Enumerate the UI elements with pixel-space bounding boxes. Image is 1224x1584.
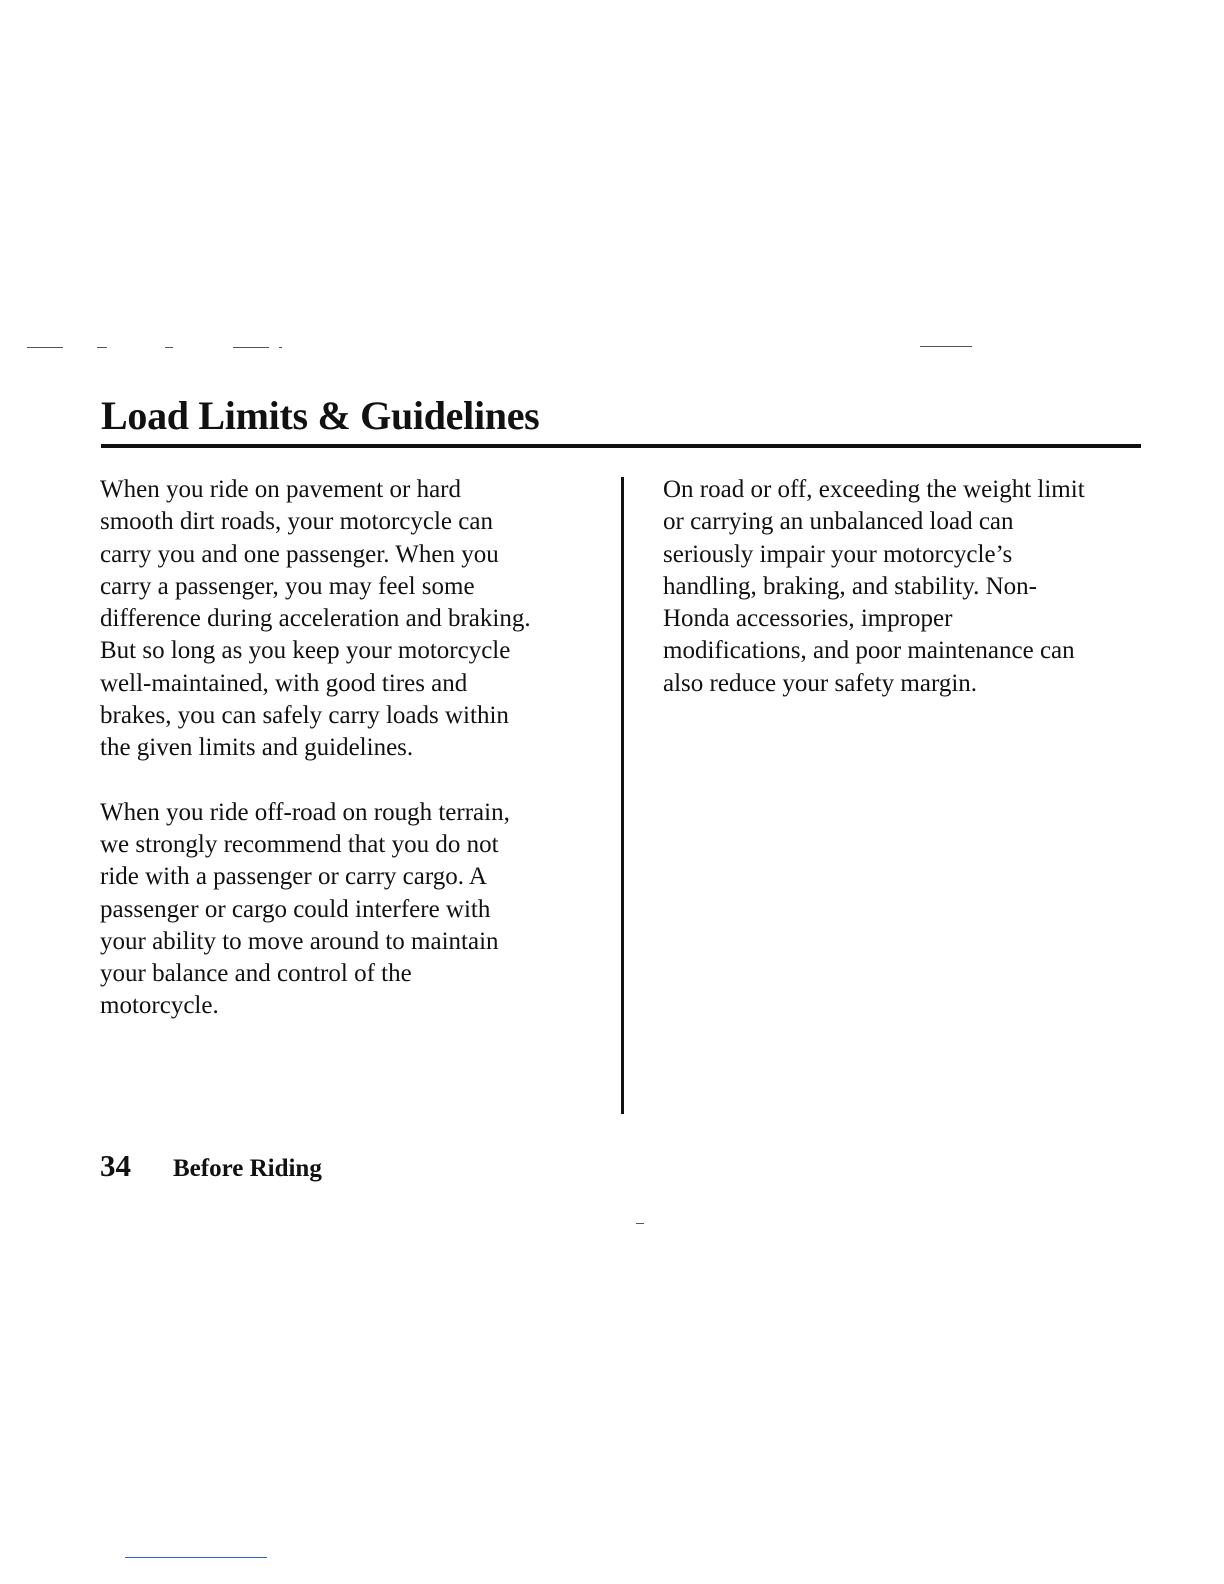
text-line: well-maintained, with good tires and — [100, 669, 468, 697]
scan-mark — [27, 347, 63, 348]
text-line: difference during acceleration and braking. — [100, 605, 531, 633]
text-line: When you ride off-road on rough terrain, — [100, 798, 510, 826]
text-line: your balance and control of the — [100, 960, 412, 988]
text-line: But so long as you keep your motorcycle — [100, 637, 511, 665]
text-line: your ability to move around to maintain — [100, 927, 499, 955]
scan-mark — [920, 346, 972, 347]
text-line: carry a passenger, you may feel some — [100, 572, 475, 600]
text-line: seriously impair your motorcycle’s — [663, 540, 1013, 568]
scan-mark — [233, 347, 269, 348]
text-line: the given limits and guidelines. — [100, 734, 414, 762]
right-paragraph-1 — [663, 474, 1085, 700]
text-line: carry you and one passenger. When you — [100, 540, 499, 568]
text-line: we strongly recommend that you do not — [100, 830, 499, 858]
scan-mark — [165, 347, 173, 348]
title-rule — [101, 444, 1141, 448]
page-number: 34 — [100, 1148, 131, 1183]
scan-mark — [279, 347, 282, 348]
column-divider — [621, 477, 624, 1114]
scan-mark — [97, 347, 107, 348]
scan-mark — [636, 1223, 644, 1224]
text-line: also reduce your safety margin. — [663, 669, 978, 697]
text-line: motorcycle. — [100, 992, 219, 1020]
text-line: When you ride on pavement or hard — [100, 476, 461, 503]
text-line: Honda accessories, improper — [663, 605, 953, 633]
page-title: Load Limits & Guidelines — [101, 393, 540, 438]
right-column — [663, 474, 1085, 700]
text-line: or carrying an unbalanced load can — [663, 508, 1014, 536]
text-line: brakes, you can safely carry loads within — [100, 702, 509, 730]
text-line: On road or off, exceeding the weight limit — [663, 476, 1085, 503]
text-line: passenger or cargo could interfere with — [100, 895, 491, 923]
page-footer — [100, 1148, 322, 1184]
text-line: smooth dirt roads, your motorcycle can — [100, 508, 493, 536]
text-line: ride with a passenger or carry cargo. A — [100, 863, 487, 891]
text-line: modifications, and poor maintenance can — [663, 637, 1075, 665]
scan-edge-line — [125, 1557, 267, 1558]
section-name: Before Riding — [173, 1155, 322, 1182]
left-paragraph-1 — [100, 474, 531, 765]
left-paragraph-2 — [100, 797, 531, 1023]
left-column — [100, 474, 531, 1023]
text-line: handling, braking, and stability. Non- — [663, 572, 1038, 600]
